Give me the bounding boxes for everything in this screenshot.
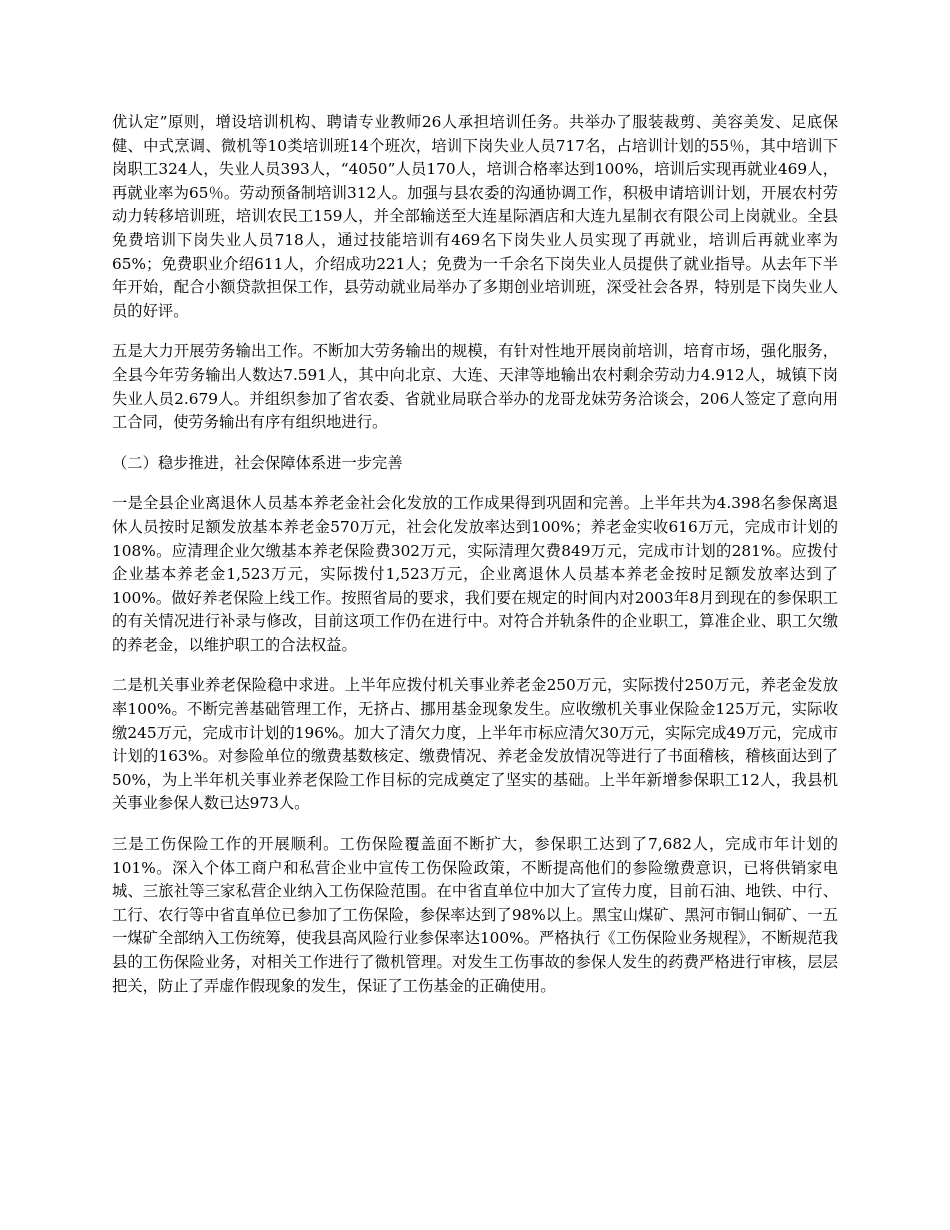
paragraph-injury-insurance: 三是工伤保险工作的开展顺利。工伤保险覆盖面不断扩大，参保职工达到了7,682人，完成市年计划的101%。深入个体工商户和私营企业中宣传工伤保险政策，不断提高他们的参险缴费意识，已将供销家电城、三旅社等三家私营企业纳入工伤保险范围。在中省直单位中加大了宣传力度，目前石油、地铁、中行、工行、农行等中省直单位已参加了工伤保险，参保率达到了98%以上。黑宝山煤矿、黑河市铜山铜矿、一五一煤矿全部纳入工伤统筹，使我县高风险行业参保率达100%。严格执行《工伤保险业务规程》，不断规范我县的工伤保险业务，对相关工作进行了微机管理。对发生工伤事故的参保人发生的药费严格进行审核，层层把关，防止了弄虚作假现象的发生，保证了工伤基金的正确使用。 [112, 835, 838, 995]
paragraph-enterprise-pension: 一是全县企业离退休人员基本养老金社会化发放的工作成果得到巩固和完善。上半年共为4.398名参保离退休人员按时足额发放基本养老金570万元，社会化发放率达到100%；养老金实收616万元，完成市计划的108%。应清理企业欠缴基本养老保险费302万元，实际清理欠费849万元，完成市计划的281%。应拨付企业基本养老金1,523万元，实际拨付1,523万元，企业离退休人员基本养老金按时足额发放率达到了100%。做好养老保险上线工作。按照省局的要求，我们要在规定的时间内对2003年8月到现在的参保职工的有关情况进行补录与修改，目前这项工作仍在进行中。对符合并轨条件的企业职工，算准企业、职工欠缴的养老金，以维护职工的合法权益。 [112, 494, 838, 654]
paragraph-training: 优认定”原则，增设培训机构、聘请专业教师26人承担培训任务。共举办了服装裁剪、美容美发、足底保健、中式烹调、微机等10类培训班14个班次，培训下岗失业人员717名，占培训计划的55％，其中培训下岗职工324人，失业人员393人，“4050”人员170人，培训合格率达到100%，培训后实现再就业469人，再就业率为65％。劳动预备制培训312人。加强与县农委的沟通协调工作，积极申请培训计划，开展农村劳动力转移培训班，培训农民工159人，并全部输送至大连星际酒店和大连九星制衣有限公司上岗就业。全县免费培训下岗失业人员718人，通过技能培训有469名下岗失业人员实现了再就业，培训后再就业率为65%；免费职业介绍611人，介绍成功221人；免费为一千余名下岗失业人员提供了就业指导。从去年下半年开始，配合小额贷款担保工作，县劳动就业局举办了多期创业培训班，深受社会各界，特别是下岗失业人员的好评。 [112, 113, 838, 320]
paragraph-institution-pension: 二是机关事业养老保险稳中求进。上半年应拨付机关事业养老金250万元，实际拨付250万元，养老金发放率100%。不断完善基础管理工作，无挤占、挪用基金现象发生。应收缴机关事业保险金125万元，实际收缴245万元，完成市计划的196%。加大了清欠力度，上半年市标应清欠30万元，实际完成49万元，完成市计划的163%。对参险单位的缴费基数核定、缴费情况、养老金发放情况等进行了书面稽核，稽核面达到了50%，为上半年机关事业养老保险工作目标的完成奠定了坚实的基础。上半年新增参保职工12人，我县机关事业参保人数已达973人。 [112, 676, 838, 813]
paragraph-labor-export: 五是大力开展劳务输出工作。不断加大劳务输出的规模，有针对性地开展岗前培训，培育市场，强化服务，全县今年劳务输出人数达7.591人，其中向北京、大连、天津等地输出农村剩余劳动力4.912人，城镇下岗失业人员2.679人。并组织参加了省农委、省就业局联合举办的龙哥龙妹劳务洽谈会，206人签定了意向用工合同，使劳务输出有序有组织地进行。 [112, 342, 838, 432]
document-page [112, 111, 838, 1015]
section-heading-social-security: （二）稳步推进，社会保障体系进一步完善 [112, 453, 403, 472]
